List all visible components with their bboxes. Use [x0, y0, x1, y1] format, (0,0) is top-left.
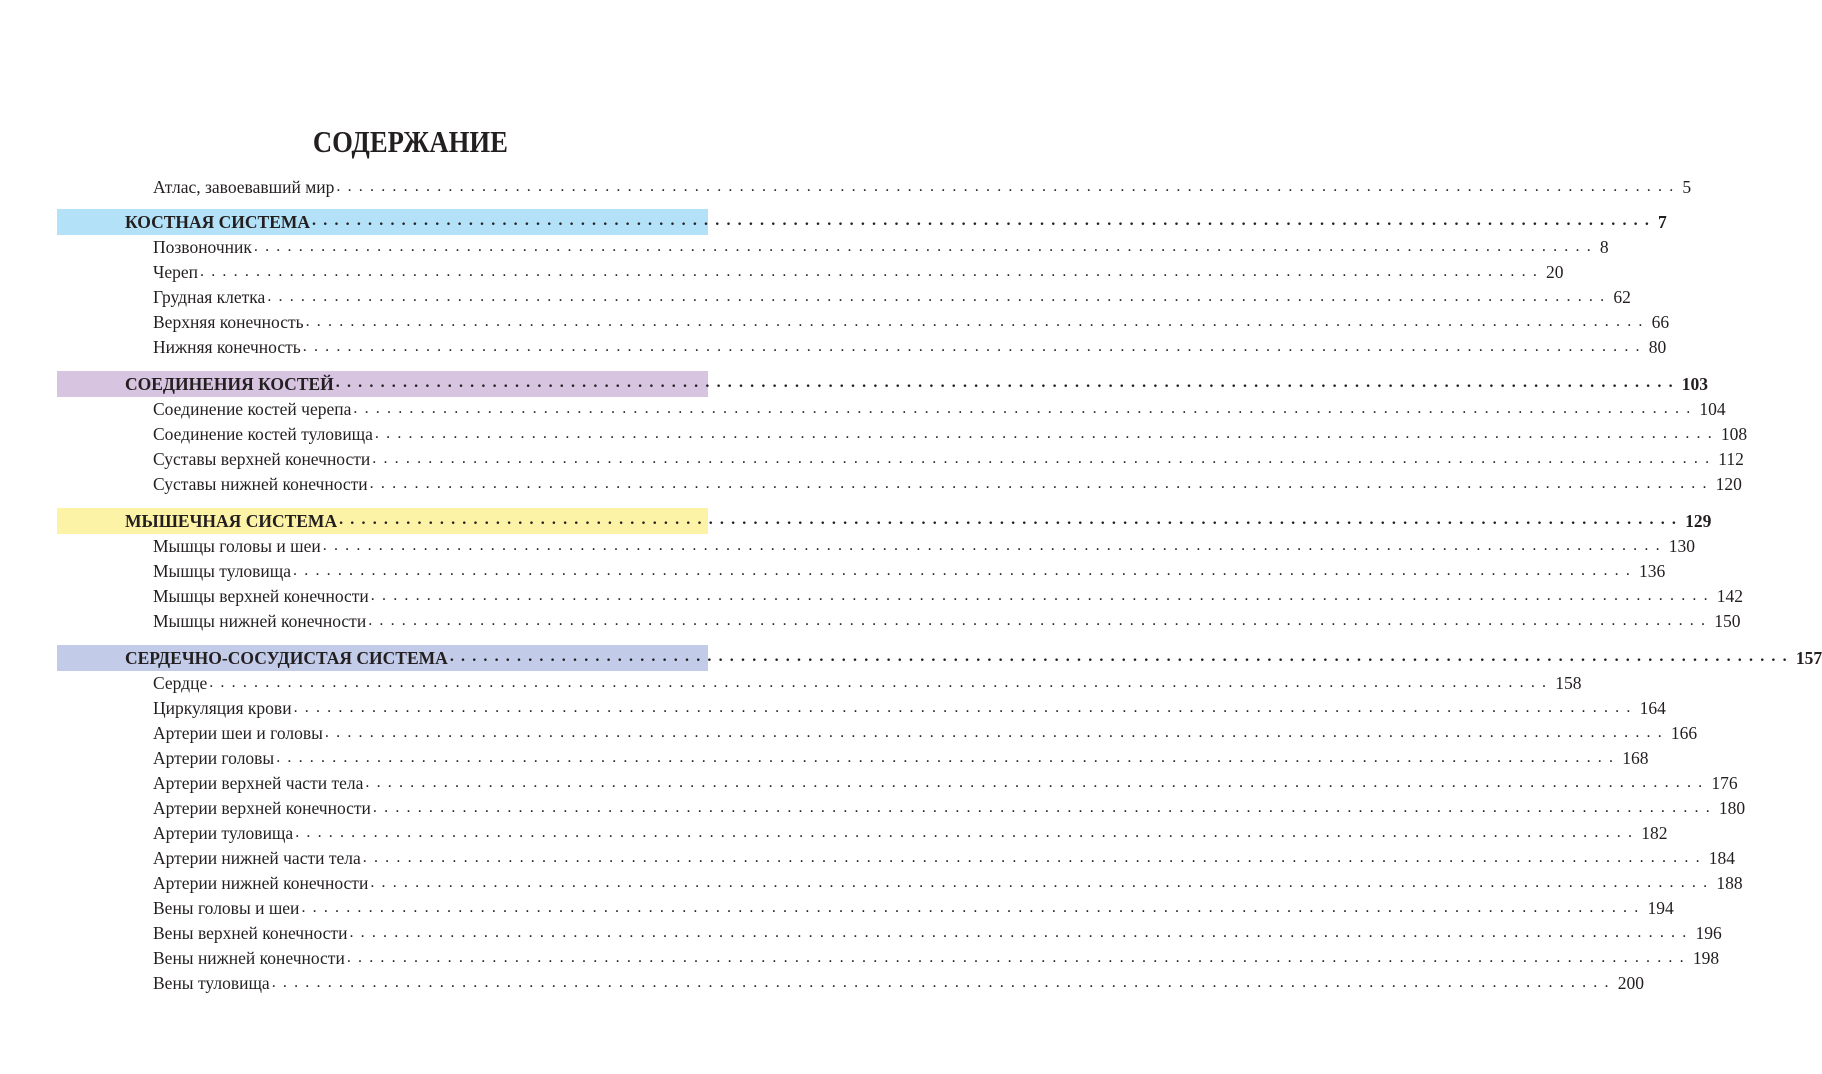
- toc-entry[interactable]: [57, 285, 1631, 310]
- entry-page: 8: [1599, 237, 1609, 257]
- dot-leader: ........................................................................................................................: [324, 723, 1669, 741]
- entry-page: 136: [1639, 561, 1666, 581]
- entry-label: Артерии туловища: [153, 823, 294, 843]
- section-heading[interactable]: [57, 209, 1667, 235]
- entry-page: 150: [1714, 611, 1741, 631]
- entry-page: 168: [1622, 748, 1649, 768]
- toc-entry[interactable]: [57, 746, 1649, 771]
- dot-leader: ........................................................................................................................: [276, 748, 1621, 766]
- entry-page: 196: [1695, 923, 1722, 943]
- page-title-text: СОДЕРЖАНИЕ: [312, 124, 508, 159]
- entry-page: 157: [1795, 647, 1822, 668]
- entry-page: 7: [1658, 211, 1667, 232]
- entry-label: Верхняя конечность: [153, 312, 304, 332]
- entry-label: СЕРДЕЧНО-СОСУДИСТАЯ СИСТЕМА: [125, 647, 448, 668]
- toc-entry[interactable]: [57, 260, 1564, 285]
- dot-leader: ........................................................................................................................: [372, 449, 1717, 467]
- dot-leader: ........................................................................................................................: [339, 511, 1684, 528]
- entry-label: Сердце: [153, 673, 208, 693]
- entry-label: Атлас, завоевавший мир: [153, 177, 335, 197]
- entry-page: 158: [1555, 673, 1582, 693]
- entry-label: Артерии верхней части тела: [153, 773, 364, 793]
- entry-page: 142: [1716, 586, 1744, 606]
- entry-label: Соединение костей черепа: [153, 399, 352, 419]
- toc-entry[interactable]: [57, 584, 1744, 609]
- toc-entry[interactable]: [57, 397, 1726, 422]
- toc-entry[interactable]: [57, 235, 1609, 260]
- entry-page: 194: [1647, 898, 1674, 918]
- entry-label: Артерии нижней конечности: [153, 873, 369, 893]
- dot-leader: ........................................................................................................................: [302, 337, 1647, 355]
- toc-section: [57, 508, 1744, 634]
- dot-leader: ........................................................................................................................: [449, 648, 1794, 665]
- dot-leader: ........................................................................................................................: [271, 973, 1616, 991]
- toc-entry[interactable]: [57, 335, 1667, 360]
- dot-leader: ........................................................................................................................: [346, 948, 1691, 966]
- entry-page: 108: [1720, 424, 1748, 444]
- entry-page: 5: [1682, 177, 1692, 197]
- dot-leader: ........................................................................................................................: [370, 873, 1715, 891]
- toc-entry[interactable]: [57, 671, 1582, 696]
- entry-label: Мышцы верхней конечности: [153, 586, 369, 606]
- toc-entry[interactable]: [57, 846, 1736, 871]
- dot-leader: ........................................................................................................................: [267, 287, 1612, 305]
- dot-leader: ........................................................................................................................: [365, 773, 1710, 791]
- entry-page: 164: [1639, 698, 1666, 718]
- dot-leader: ........................................................................................................................: [370, 586, 1715, 604]
- entry-page: 198: [1692, 948, 1720, 968]
- dot-leader: ........................................................................................................................: [369, 474, 1714, 492]
- dot-leader: ........................................................................................................................: [301, 898, 1646, 916]
- toc-entry[interactable]: [57, 971, 1644, 996]
- toc-entry[interactable]: [57, 821, 1668, 846]
- toc-entry[interactable]: [57, 696, 1666, 721]
- entry-label: Артерии нижней части тела: [153, 848, 361, 868]
- dot-leader: ........................................................................................................................: [312, 212, 1657, 229]
- entry-label: Череп: [153, 262, 199, 282]
- dot-leader: ........................................................................................................................: [322, 536, 1667, 554]
- toc-entry[interactable]: [57, 310, 1670, 335]
- toc-entry[interactable]: [57, 871, 1743, 896]
- dot-leader: ........................................................................................................................: [372, 798, 1717, 816]
- entry-label: Мышцы нижней конечности: [153, 611, 367, 631]
- dot-leader: ........................................................................................................................: [362, 848, 1707, 866]
- toc-entry[interactable]: [57, 896, 1674, 921]
- entry-page: 66: [1651, 312, 1670, 332]
- entry-label: Артерии головы: [153, 748, 275, 768]
- dot-leader: ........................................................................................................................: [336, 177, 1681, 195]
- entry-page: 120: [1715, 474, 1742, 494]
- dot-leader: ........................................................................................................................: [295, 823, 1640, 841]
- toc-entry[interactable]: [57, 946, 1720, 971]
- dot-leader: ........................................................................................................................: [209, 673, 1554, 691]
- entry-page: 80: [1648, 337, 1667, 357]
- entry-page: 62: [1613, 287, 1631, 307]
- dot-leader: ........................................................................................................................: [353, 399, 1698, 417]
- toc-entry[interactable]: [57, 447, 1744, 472]
- entry-page: 176: [1711, 773, 1738, 793]
- entry-label: СОЕДИНЕНИЯ КОСТЕЙ: [125, 373, 334, 394]
- section-heading[interactable]: [57, 645, 1822, 671]
- entry-label: Вены туловища: [153, 973, 270, 993]
- toc-entry-intro[interactable]: [57, 175, 1692, 200]
- toc-entry[interactable]: [57, 609, 1741, 634]
- entry-label: Циркуляция крови: [153, 698, 292, 718]
- toc-entry[interactable]: [57, 771, 1738, 796]
- entry-page: 103: [1681, 373, 1709, 394]
- entry-label: МЫШЕЧНАЯ СИСТЕМА: [125, 510, 338, 531]
- entry-page: 200: [1617, 973, 1644, 993]
- entry-label: Мышцы туловища: [153, 561, 292, 581]
- entry-page: 130: [1668, 536, 1696, 556]
- toc-entry[interactable]: [57, 721, 1698, 746]
- entry-label: Суставы нижней конечности: [153, 474, 368, 494]
- entry-page: 129: [1685, 510, 1712, 531]
- entry-page: 184: [1708, 848, 1736, 868]
- toc-section: [57, 209, 1670, 360]
- entry-label: Вены нижней конечности: [153, 948, 345, 968]
- entry-label: Соединение костей туловища: [153, 424, 373, 444]
- toc-section: [57, 645, 1822, 996]
- entry-page: 182: [1641, 823, 1668, 843]
- entry-label: Мышцы головы и шеи: [153, 536, 321, 556]
- entry-label: Артерии шеи и головы: [153, 723, 323, 743]
- toc-entry[interactable]: [57, 472, 1742, 497]
- dot-leader: ........................................................................................................................: [368, 611, 1713, 629]
- dot-leader: ........................................................................................................................: [200, 262, 1545, 280]
- dot-leader: ........................................................................................................................: [335, 374, 1680, 391]
- entry-label: Нижняя конечность: [153, 337, 301, 357]
- toc-entry[interactable]: [57, 559, 1666, 584]
- toc-entry[interactable]: [57, 921, 1722, 946]
- dot-leader: ........................................................................................................................: [349, 923, 1694, 941]
- section-heading[interactable]: [57, 508, 1712, 534]
- dot-leader: ........................................................................................................................: [293, 561, 1638, 579]
- entry-page: 166: [1670, 723, 1698, 743]
- entry-page: 180: [1718, 798, 1746, 818]
- entry-label: Грудная клетка: [153, 287, 266, 307]
- page-title: [0, 124, 820, 160]
- entry-label: Вены верхней конечности: [153, 923, 348, 943]
- toc-section: [57, 371, 1748, 497]
- toc-entry[interactable]: [57, 534, 1696, 559]
- entry-label: КОСТНАЯ СИСТЕМА: [125, 211, 311, 232]
- dot-leader: ........................................................................................................................: [305, 312, 1650, 330]
- entry-label: Позвоночник: [153, 237, 252, 257]
- entry-page: 20: [1546, 262, 1564, 282]
- entry-page: 104: [1699, 399, 1726, 419]
- entry-label: Артерии верхней конечности: [153, 798, 371, 818]
- entry-label: Суставы верхней конечности: [153, 449, 371, 469]
- entry-label: Вены головы и шеи: [153, 898, 300, 918]
- section-heading[interactable]: [57, 371, 1709, 397]
- toc-entry[interactable]: [57, 422, 1748, 447]
- table-of-contents: [57, 175, 1822, 996]
- entry-page: 112: [1718, 449, 1744, 469]
- dot-leader: ........................................................................................................................: [293, 698, 1638, 716]
- dot-leader: ........................................................................................................................: [253, 237, 1598, 255]
- dot-leader: ........................................................................................................................: [374, 424, 1719, 442]
- toc-entry[interactable]: [57, 796, 1746, 821]
- entry-page: 188: [1716, 873, 1743, 893]
